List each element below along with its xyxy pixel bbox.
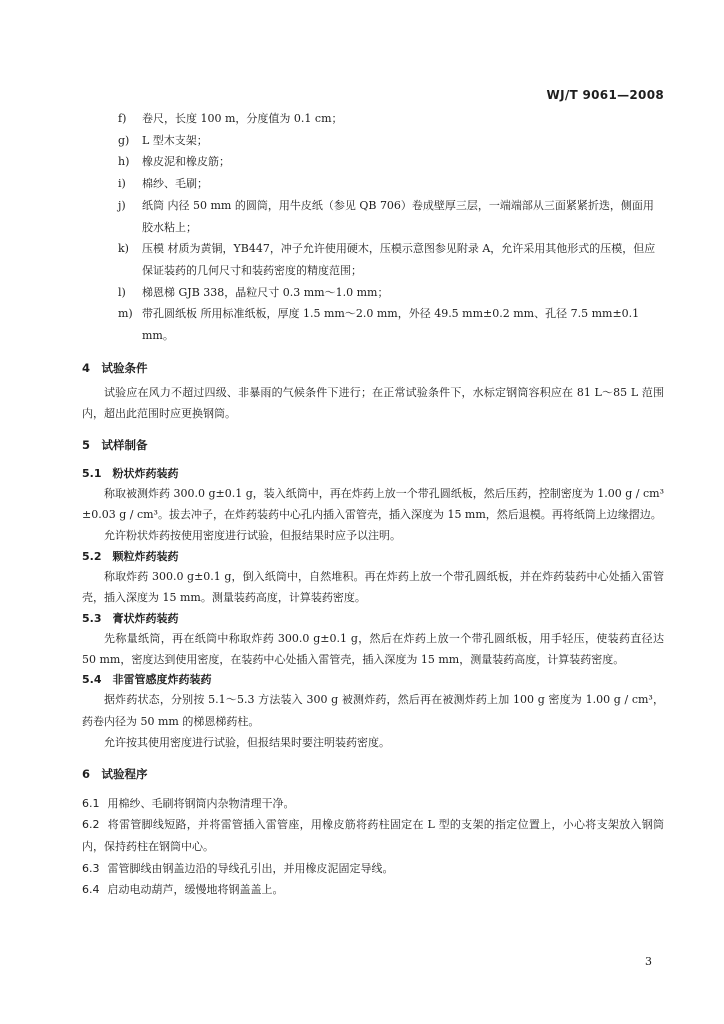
section-5-1-paragraph: 称取被测炸药 300.0 g±0.1 g，装入纸筒中，再在炸药上放一个带孔圆纸板，然后压药，控制密度为 1.00 g / cm³ ±0.03 g / cm³。拔去冲子，在炸药装药中心孔内插入雷管壳，插入深度为 15 mm，然后退模。再将纸筒上边缘摺边。 — [82, 486, 664, 521]
item-text: L 型木支架； — [142, 133, 208, 147]
list-item — [82, 282, 664, 304]
list-item — [82, 173, 664, 195]
step-number: 6.2 — [82, 818, 100, 832]
section-5-3-paragraph: 先称量纸筒，再在纸筒中称取炸药 300.0 g±0.1 g，然后在炸药上放一个带孔圆纸板，用手轻压，使装药直径达 50 mm，密度达到使用密度，在装药中心处插入雷管壳，插入深度为 15 mm，测量装药高度，计算装药密度。 — [82, 631, 664, 666]
step-number: 6.4 — [82, 883, 100, 897]
procedure-step — [82, 814, 664, 857]
section-4-heading: 4 试验条件 — [82, 360, 148, 375]
item-label: j) — [118, 198, 126, 212]
section-5-4-note: 允许按其使用密度进行试验，但报结果时要注明装药密度。 — [104, 736, 390, 750]
list-item — [82, 108, 664, 130]
section-5-heading: 5 试样制备 — [82, 437, 148, 452]
list-item — [82, 130, 664, 152]
section-5-4-paragraph: 据炸药状态，分别按 5.1～5.3 方法装入 300 g 被测炸药，然后再在被测炸药上加 100 g 密度为 1.00 g / cm³，药卷内径为 50 mm 的梯恩梯药柱。 — [82, 693, 664, 728]
section-5-1-note: 允许粉状炸药按使用密度进行试验，但报结果时应予以注明。 — [104, 529, 401, 543]
document-body — [82, 108, 664, 901]
item-text: 棉纱、毛刷； — [142, 177, 208, 191]
document-code: WJ/T 9061—2008 — [546, 88, 664, 102]
equipment-list — [82, 108, 664, 347]
item-label: m) — [118, 307, 133, 321]
item-text: 带孔圆纸板 所用标准纸板，厚度 1.5 mm～2.0 mm，外径 49.5 mm±0.2 mm、孔径 7.5 mm±0.1 mm。 — [142, 307, 640, 343]
item-label: k) — [118, 242, 129, 256]
procedure-step — [82, 879, 664, 901]
item-text: 卷尺，长度 100 m，分度值为 0.1 cm； — [142, 112, 343, 125]
list-item — [82, 195, 664, 238]
section-5-1-heading: 5.1 粉状炸药装药 — [82, 466, 179, 480]
step-number: 6.3 — [82, 861, 100, 875]
step-text: 启动电动葫芦，缓慢地将钢盖盖上。 — [107, 883, 284, 897]
item-text: 压模 材质为黄铜，YB447，冲子允许使用硬木，压模示意图参见附录 A，允许采用其他形式的压模，但应保证装药的几何尺寸和装药密度的精度范围； — [142, 242, 656, 277]
step-text: 用棉纱、毛刷将钢筒内杂物清理干净。 — [107, 796, 295, 810]
page-number: 3 — [645, 955, 652, 968]
section-5-2-paragraph: 称取炸药 300.0 g±0.1 g，倒入纸筒中，自然堆积。再在炸药上放一个带孔圆纸板，并在炸药装药中心处插入雷管壳，插入深度为 15 mm。测量装药高度，计算装药密度。 — [82, 569, 664, 605]
item-label: g) — [118, 133, 130, 147]
section-5-2-heading: 5.2 颗粒炸药装药 — [82, 549, 179, 563]
section-4-text: 试验应在风力不超过四级、非暴雨的气候条件下进行；在正常试验条件下，水标定钢筒容积应在 81 L～85 L 范围内，超出此范围时应更换钢筒。 — [82, 385, 664, 421]
list-item — [82, 151, 664, 173]
section-5-4-heading: 5.4 非雷管感度炸药装药 — [82, 673, 212, 687]
item-text: 纸筒 内径 50 mm 的圆筒，用牛皮纸（参见 QB 706）卷成壁厚三层，一端端部从三面紧紧折迭，侧面用胶水粘上； — [142, 198, 654, 234]
item-label: i) — [118, 177, 126, 191]
list-item — [82, 238, 664, 281]
item-label: f) — [118, 112, 127, 125]
section-5-3-heading: 5.3 膏状炸药装药 — [82, 611, 179, 625]
step-text: 雷管脚线由钢盖边沿的导线孔引出，并用橡皮泥固定导线。 — [107, 861, 394, 875]
item-label: l) — [118, 285, 126, 299]
procedure-step — [82, 858, 664, 880]
step-text: 将雷管脚线短路，并将雷管插入雷管座，用橡皮筋将药柱固定在 L 型的支架的指定位置上，小心将支架放入钢筒内，保持药柱在钢筒中心。 — [82, 818, 664, 854]
procedure-step — [82, 793, 664, 815]
item-label: h) — [118, 155, 130, 169]
section-6-heading: 6 试验程序 — [82, 766, 148, 781]
item-text: 橡皮泥和橡皮筋； — [142, 155, 230, 169]
item-text: 梯恩梯 GJB 338，晶粒尺寸 0.3 mm～1.0 mm； — [142, 285, 389, 299]
step-number: 6.1 — [82, 796, 100, 810]
list-item — [82, 303, 664, 346]
